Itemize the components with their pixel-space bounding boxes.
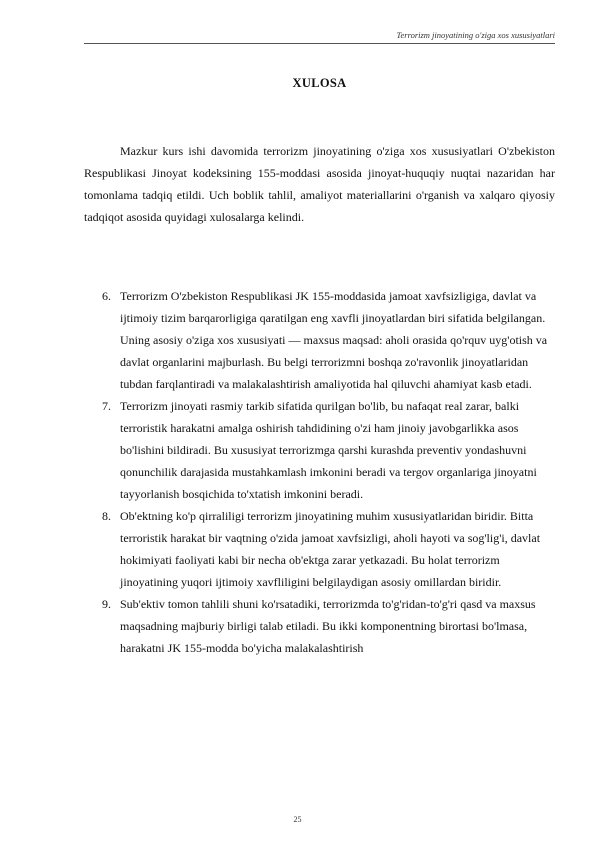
list-item-number: 6.: [102, 289, 111, 303]
list-item-text: Sub'ektiv tomon tahlili shuni ko'rsatadiki, terrorizmda to'g'ridan-to'g'ri qasd va maxsus maqsadning majburiy birligi talab etiladi. Bu ikki komponentning birortasi bo'lmasa, harakatni JK 155-modda bo'yicha malakalashtirish: [120, 597, 536, 655]
list-item-number: 7.: [102, 399, 111, 413]
section-title: XULOSA: [292, 76, 347, 90]
list-item: [84, 285, 555, 395]
list-item: [84, 593, 555, 659]
list-item: [84, 505, 555, 593]
intro-paragraph: Mazkur kurs ishi davomida terrorizm jinoyatining o'ziga xos xususiyatlari O'zbekiston Respublikasi Jinoyat kodeksining 155-moddasi asosida jinoyat-huquqiy nuqtai nazaridan har tomonlama tadqiq etildi. Uch boblik tahlil, amaliyot materiallarini o'rganish va xalqaro qiyosiy tadqiqot asosida quyidagi xulosalarga kelindi.: [84, 144, 555, 224]
conclusion-list: [84, 285, 555, 659]
page-number: 25: [293, 815, 302, 824]
list-item-text: Terrorizm O'zbekiston Respublikasi JK 155-moddasida jamoat xavfsizligiga, davlat va ijtimoiy tizim barqarorligiga qaratilgan eng xavfli jinoyatlardan biri sifatida belgilangan. Uning asosiy o'ziga xos xususiyati — maxsus maqsad: aholi orasida qo'rquv uyg'otish va davlat organlarini majburlash. Bu belgi terrorizmni boshqa zo'ravonlik jinoyatlaridan tubdan farqlantiradi va malakalashtirish amaliyotida hal qiluvchi ahamiyat kasb etadi.: [120, 289, 548, 391]
list-item-text: Ob'ektning ko'p qirraliligi terrorizm jinoyatining muhim xususiyatlaridan biridir. Bitta terroristik harakat bir vaqtning o'zida jamoat xavfsizligi, aholi hayoti va sog'lig'i, davlat hokimiyati faoliyati kabi bir necha ob'ektga zarar yetkazadi. Bu holat terrorizm jinoyatining yuqori ijtimoiy xavfliligini belgilaydigan asosiy omillardan biridir.: [120, 509, 541, 589]
list-item-number: 9.: [102, 597, 111, 611]
header-divider: [84, 43, 555, 44]
list-item: [84, 395, 555, 505]
list-item-number: 8.: [102, 509, 111, 523]
running-header: Terrorizm jinoyatining o'ziga xos xususiyatlari: [396, 30, 555, 40]
list-item-text: Terrorizm jinoyati rasmiy tarkib sifatida qurilgan bo'lib, bu nafaqat real zarar, balki terroristik harakatni amalga oshirish tahdidining o'zi ham jinoiy javobgarlikka asos bo'lishini bildiradi. Bu xususiyat terrorizmga qarshi kurashda preventiv yondashuvni qonunchilik darajasida mustahkamlash imkonini beradi va tergov organlariga jinoyatni tayyorlanish bosqichida to'xtatish imkonini beradi.: [120, 399, 537, 501]
